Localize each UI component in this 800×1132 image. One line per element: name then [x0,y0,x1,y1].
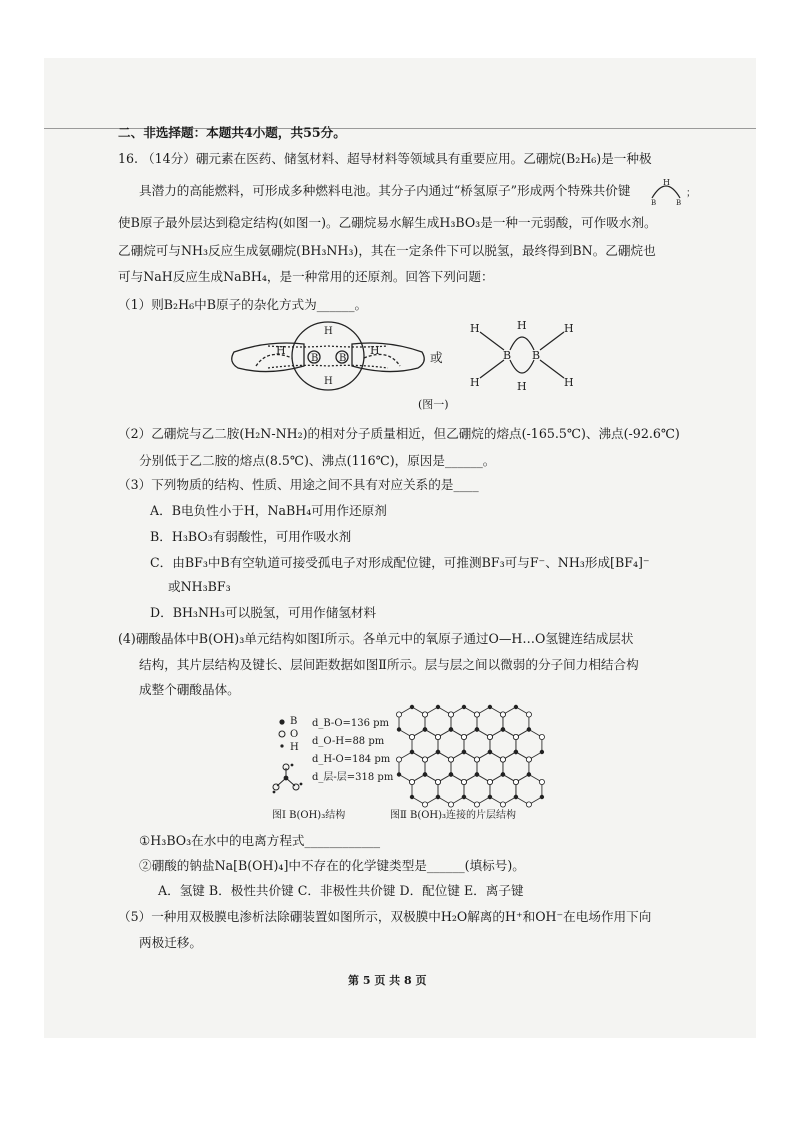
bond-length-o-h: d_O-H=88 pm [312,736,385,747]
bridge-h-label: H [663,178,670,187]
diborane-structure [466,318,578,393]
boh3-unit-structure [272,762,304,794]
legend-o-label: O [290,729,299,740]
struct-b-right: B [532,349,541,362]
struct-h-4: H [564,376,574,389]
struct-h-2: H [470,376,480,389]
sub-question-2-options: A．氢键 B．极性共价键 C．非极性共价键 D．配位键 E．离子键 [158,883,524,898]
option-c-line-2: 或NH₃BF₃ [168,579,231,594]
question-3: （3）下列物质的结构、性质、用途之间不具有对应关系的是____ [118,477,479,492]
bridge-b-label-left: B [651,199,657,207]
option-d: D．BH₃NH₃可以脱氢，可用作储氢材料 [150,605,377,620]
bridge-b-label-right: B [676,199,682,207]
option-c-line-1: C．由BF₃中B有空轨道可接受孤电子对形成配位键，可推测BF₃可与F⁻、NH₃形成[BF₄]⁻ [150,555,650,570]
legend-b-label: B [290,716,298,727]
orbital-h-top: H [324,326,333,337]
section-heading: 二、非选择题：本题共4小题，共55分。 [118,125,346,140]
q16-intro-line-5: 可与NaH反应生成NaBH₄，是一种常用的还原剂。回答下列问题： [118,269,494,284]
question-1: （1）则B₂H₆中B原子的杂化方式为______。 [118,297,368,312]
fig-ii-caption: 图Ⅱ B(OH)₃连接的片层结构 [390,810,517,821]
struct-b-left: B [503,349,512,362]
fig1-caption: (图一) [418,398,449,411]
struct-h-3: H [564,322,574,335]
sub-question-2: ②硼酸的钠盐Na[B(OH)₄]中不存在的化学键类型是______(填标号)。 [139,858,525,873]
q16-intro-line-2: 具潜力的高能燃料，可形成多种燃料电池。其分子内通过“桥氢原子”形成两个特殊共价键 [139,183,631,198]
orbital-h-left: H [276,344,286,357]
orbital-b-left: B [311,353,319,364]
bond-length-h-o: d_H-O=184 pm [312,754,391,765]
q16-intro-line-4: 乙硼烷可与NH₃反应生成氨硼烷(BH₃NH₃)，其在一定条件下可以脱氢，最终得到BN。乙硼烷也 [118,243,656,258]
q16-intro-line-3: 使B原子最外层达到稳定结构(如图一)。乙硼烷易水解生成H₃BO₃是一种一元弱酸，可作吸水剂。 [118,215,657,230]
fig1-or-text: 或 [430,350,443,365]
legend-h-dot [280,744,283,747]
struct-h-bridge-bottom: H [517,380,527,393]
question-4-line-1: (4)硼酸晶体中B(OH)₃单元结构如图Ⅰ所示。各单元中的氧原子通过O—H…O氢键连结成层状 [118,631,634,646]
legend-h-label: H [290,742,299,753]
question-2-line-2: 分别低于乙二胺的熔点(8.5℃)、沸点(116℃)，原因是______。 [139,453,496,468]
page-footer: 第 5 页 共 8 页 [348,974,427,987]
bond-length-b-o: d_B-O=136 pm [312,718,390,729]
question-4-line-3: 成整个硼酸晶体。 [139,682,240,697]
layer-spacing: d_层-层=318 pm [312,772,394,783]
option-a: A．B电负性小于H，NaBH₄可用作还原剂 [150,503,387,518]
question-4-line-2: 结构，其片层结构及键长、层间距数据如图Ⅱ所示。层与层之间以微弱的分子间力相结合构 [139,657,639,672]
legend-markers [276,716,290,760]
question-2-line-1: （2）乙硼烷与乙二胺(H₂N-NH₂)的相对分子质量相近，但乙硼烷的熔点(-165.5℃)、沸点(-92.6℃) [118,426,680,441]
boh3-layer-structure [398,702,546,800]
question-5-line-2: 两极迁移。 [139,935,202,950]
orbital-diagram [228,318,428,400]
struct-h-bridge-top: H [517,319,527,332]
option-b: B．H₃BO₃有弱酸性，可用作吸水剂 [150,529,352,544]
orbital-b-right: B [339,353,347,364]
orbital-h-right: H [370,344,380,357]
fig-i-caption: 图Ⅰ B(OH)₃结构 [272,810,346,821]
bridge-bond-symbol [648,176,696,207]
struct-h-1: H [470,322,480,335]
q16-intro-line-1: 16. （14分）硼元素在医药、储氢材料、超导材料等领域具有重要应用。乙硼烷(B₂H₆)是一种极 [118,151,652,166]
legend-b-dot [279,719,284,724]
svg-text:；: ； [686,188,696,199]
legend-o-circle [279,731,285,737]
sub-question-1: ①H₃BO₃在水中的电离方程式____________ [139,833,381,848]
orbital-h-bottom: H [324,376,333,387]
question-5-line-1: （5）一种用双极膜电渗析法除硼装置如图所示，双极膜中H₂O解离的H⁺和OH⁻在电场作用下向 [118,909,652,924]
